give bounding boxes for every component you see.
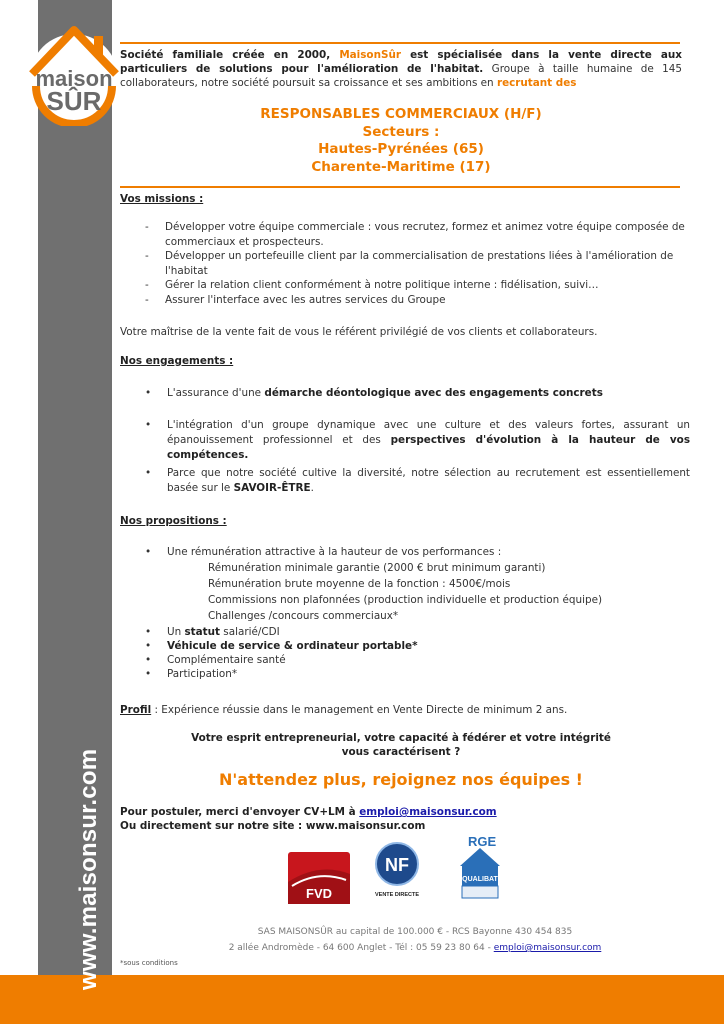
propositions-heading: Nos propositions : xyxy=(120,515,227,527)
svg-text:FVD: FVD xyxy=(306,886,332,901)
proposition-sub: Rémunération minimale garantie (2000 € brut minimum garanti) xyxy=(208,562,546,574)
footnote: *sous conditions xyxy=(120,959,178,967)
footer-company-line: SAS MAISONSÛR au capital de 100.000 € - RCS Bayonne 430 454 835 xyxy=(257,927,573,937)
footer-email-link[interactable]: emploi@maisonsur.com xyxy=(493,943,602,953)
nf-badge xyxy=(372,840,422,904)
missions-summary: Votre maîtrise de la vente fait de vous le référent privilégié de vos clients et collaborateurs. xyxy=(120,326,598,338)
job-title: RESPONSABLES COMMERCIAUX (H/F) xyxy=(260,106,542,122)
proposition-sub: Rémunération brute moyenne de la fonction : 4500€/mois xyxy=(208,578,511,590)
rge-qualibat-badge xyxy=(456,832,504,904)
vertical-website: www.maisonsur.com xyxy=(75,748,102,990)
engagement-item-3: • Parce que notre société cultive la diversité, notre sélection au recrutement est essentiellement basée sur le SAVOIR-ÊTRE. xyxy=(145,467,690,494)
mission-item: - Assurer l'interface avec les autres services du Groupe xyxy=(145,293,685,308)
mission-item: - Développer votre équipe commerciale : vous recrutez, formez et animez votre équipe composée de commerciaux et prospecteurs. xyxy=(145,220,685,249)
svg-text:RGE: RGE xyxy=(468,834,497,849)
maisonsur-logo xyxy=(24,16,124,126)
intro-paragraph: Société familiale créée en 2000, MaisonSûr est spécialisée dans la vente directe aux particuliers de solutions pour l'amélioration de l'habitat. Groupe à taille humaine de 145 collaborateurs, notre société poursuit sa croissance et ses ambitions en recrutant des xyxy=(120,49,682,89)
proposition-statut: • Un statut salarié/CDI xyxy=(145,626,280,638)
bottom-bar xyxy=(0,975,724,1024)
top-rule xyxy=(120,42,680,44)
footer-address-line: 2 allée Andromède - 64 600 Anglet - Tél : 05 59 23 80 64 - emploi@maisonsur.com xyxy=(228,943,602,953)
svg-text:NF: NF xyxy=(385,855,409,875)
engagement-item-1: • L'assurance d'une démarche déontologique avec des engagements concrets xyxy=(145,387,603,399)
job-title-block xyxy=(120,106,682,176)
call-to-action: N'attendez plus, rejoignez nos équipes ! xyxy=(219,770,583,789)
proposition-remuneration: • Une rémunération attractive à la hauteur de vos performances : xyxy=(145,546,502,558)
mission-item: - Gérer la relation client conformément à notre politique interne : fidélisation, suivi… xyxy=(145,278,685,293)
apply-line-1: Pour postuler, merci d'envoyer CV+LM à emploi@maisonsur.com xyxy=(120,806,497,818)
engagements-heading: Nos engagements : xyxy=(120,355,234,367)
fvd-badge xyxy=(288,852,350,904)
apply-line-2: Ou directement sur notre site : www.maisonsur.com xyxy=(120,820,426,832)
logo-top-text: maison xyxy=(35,66,113,91)
proposition-vehicule: • Véhicule de service & ordinateur portable* xyxy=(145,640,418,652)
svg-text:QUALIBAT: QUALIBAT xyxy=(462,876,498,883)
missions-heading: Vos missions : xyxy=(120,193,204,205)
title-rule xyxy=(120,186,680,188)
missions-list xyxy=(145,220,685,307)
proposition-sub: Commissions non plafonnées (production individuelle et production équipe) xyxy=(208,594,603,606)
sector-1: Hautes-Pyrénées (65) xyxy=(318,141,484,157)
apply-email-link[interactable]: emploi@maisonsur.com xyxy=(359,806,497,818)
closing-question: Votre esprit entrepreneurial, votre capacité à fédérer et votre intégrité vous caractérisent ? xyxy=(191,732,611,758)
proposition-participation: • Participation* xyxy=(145,668,238,680)
profil-line: Profil : Expérience réussie dans le management en Vente Directe de minimum 2 ans. xyxy=(120,704,568,716)
logo-bottom-text: SÛR xyxy=(46,86,102,116)
engagement-item-2: • L'intégration d'un groupe dynamique avec une culture et des valeurs fortes, assurant un épanouissement professionnel et des perspectives d'évolution à la hauteur de vos compétences. xyxy=(145,419,690,461)
proposition-sub: Challenges /concours commerciaux* xyxy=(208,610,399,622)
mission-item: - Développer un portefeuille client par la commercialisation de prestations liées à l'amélioration de l'habitat xyxy=(145,249,685,278)
svg-text:VENTE DIRECTE: VENTE DIRECTE xyxy=(374,892,420,898)
proposition-sante: • Complémentaire santé xyxy=(145,654,286,666)
sectors-label: Secteurs : xyxy=(362,123,440,140)
sector-2: Charente-Maritime (17) xyxy=(311,158,491,175)
